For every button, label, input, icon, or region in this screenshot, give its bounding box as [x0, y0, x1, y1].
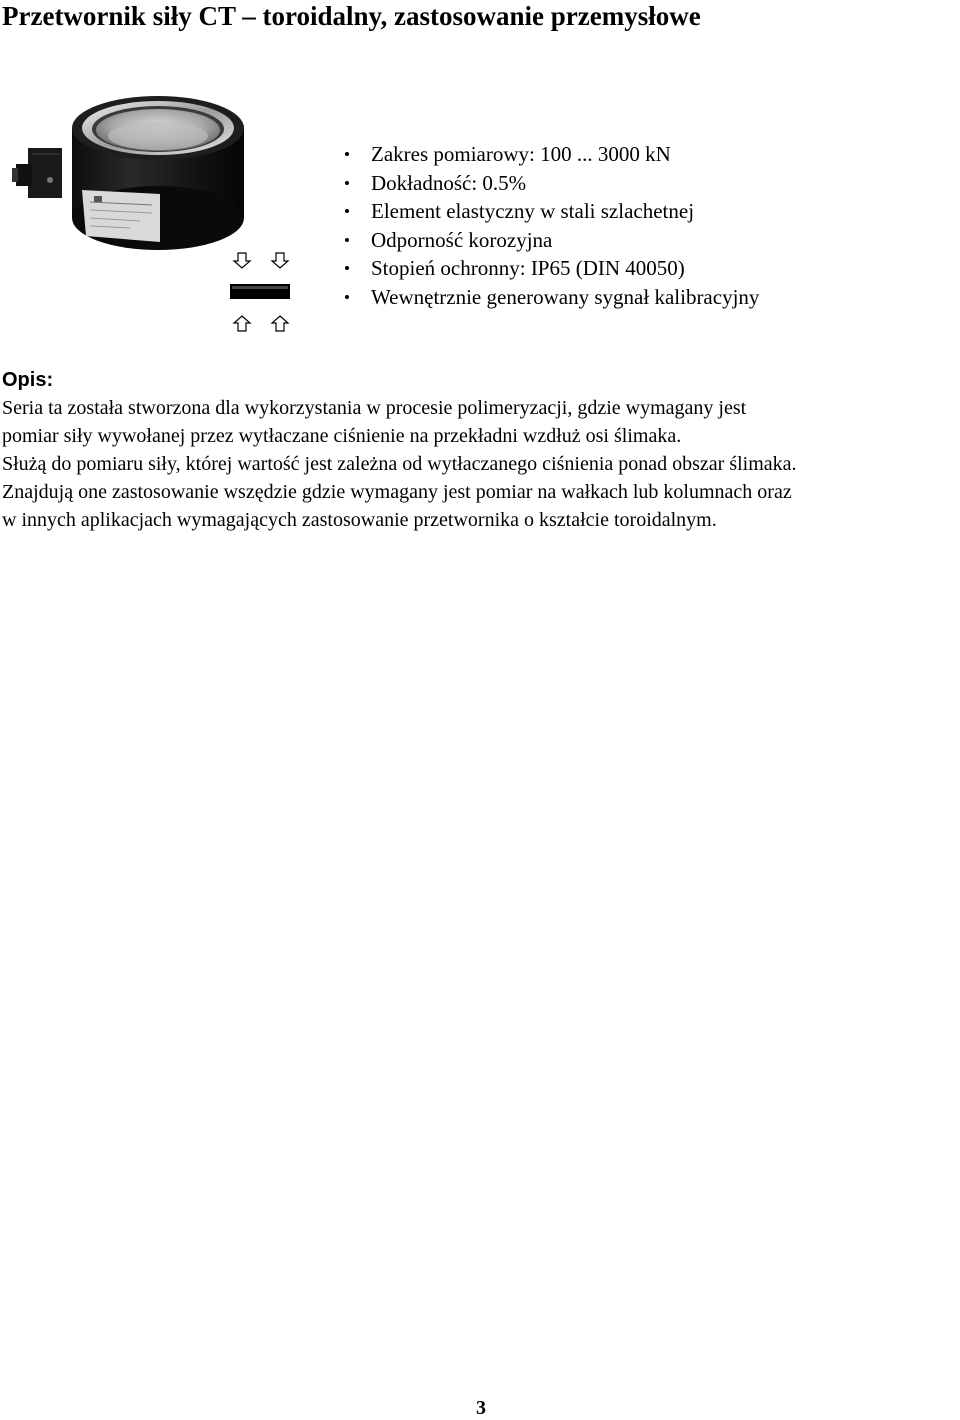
spec-text: Element elastyczny w stali szlachetnej: [371, 199, 695, 223]
list-item: [345, 283, 759, 312]
spec-text: Dokładność: 0.5%: [371, 170, 527, 195]
page-number: 3: [476, 1397, 486, 1419]
bullet-icon: [345, 209, 349, 213]
bullet-icon: [345, 181, 349, 185]
description-line: Służą do pomiaru siły, której wartość jest zależna od wytłaczanego ciśnienia ponad obszar ślimaka.: [2, 453, 797, 475]
bullet-icon: [345, 295, 349, 299]
toroidal-load-cell-icon: [12, 96, 244, 250]
arrow-up-icon: [234, 316, 288, 331]
bullet-icon: [345, 266, 349, 270]
arrow-down-icon: [234, 253, 288, 268]
description-line: w innych aplikacjach wymagających zastosowanie przetwornika o kształcie toroidalnym.: [2, 509, 717, 531]
spec-text: Stopień ochronny: IP65 (DIN 40050): [371, 256, 685, 280]
force-plate-icon: [230, 284, 290, 299]
spec-list: [345, 140, 759, 311]
description-line: Znajdują one zastosowanie wszędzie gdzie wymagany jest pomiar na wałkach lub kolumnach oraz: [2, 481, 792, 503]
product-figure: [10, 90, 310, 340]
spec-text: Wewnętrznie generowany sygnał kalibracyjny: [371, 284, 760, 309]
description-line: pomiar siły wywołanej przez wytłaczane ciśnienie na przekładni wzdłuż osi ślimaka.: [2, 425, 682, 447]
list-item: [345, 226, 759, 255]
description-line: Seria ta została stworzona dla wykorzystania w procesie polimeryzacji, gdzie wymagany jest: [2, 397, 747, 419]
page-title: Przetwornik siły CT – toroidalny, zastosowanie przemysłowe: [2, 1, 701, 31]
list-item: [345, 197, 759, 226]
bullet-icon: [345, 152, 349, 156]
list-item: [345, 169, 759, 198]
list-item: [345, 254, 759, 283]
spec-text: Zakres pomiarowy: 100 ... 3000 kN: [371, 142, 671, 166]
bullet-icon: [345, 238, 349, 242]
spec-text: Odporność korozyjna: [371, 227, 553, 252]
list-item: [345, 140, 759, 169]
description-body: [2, 394, 960, 534]
description-heading: Opis:: [2, 369, 54, 391]
